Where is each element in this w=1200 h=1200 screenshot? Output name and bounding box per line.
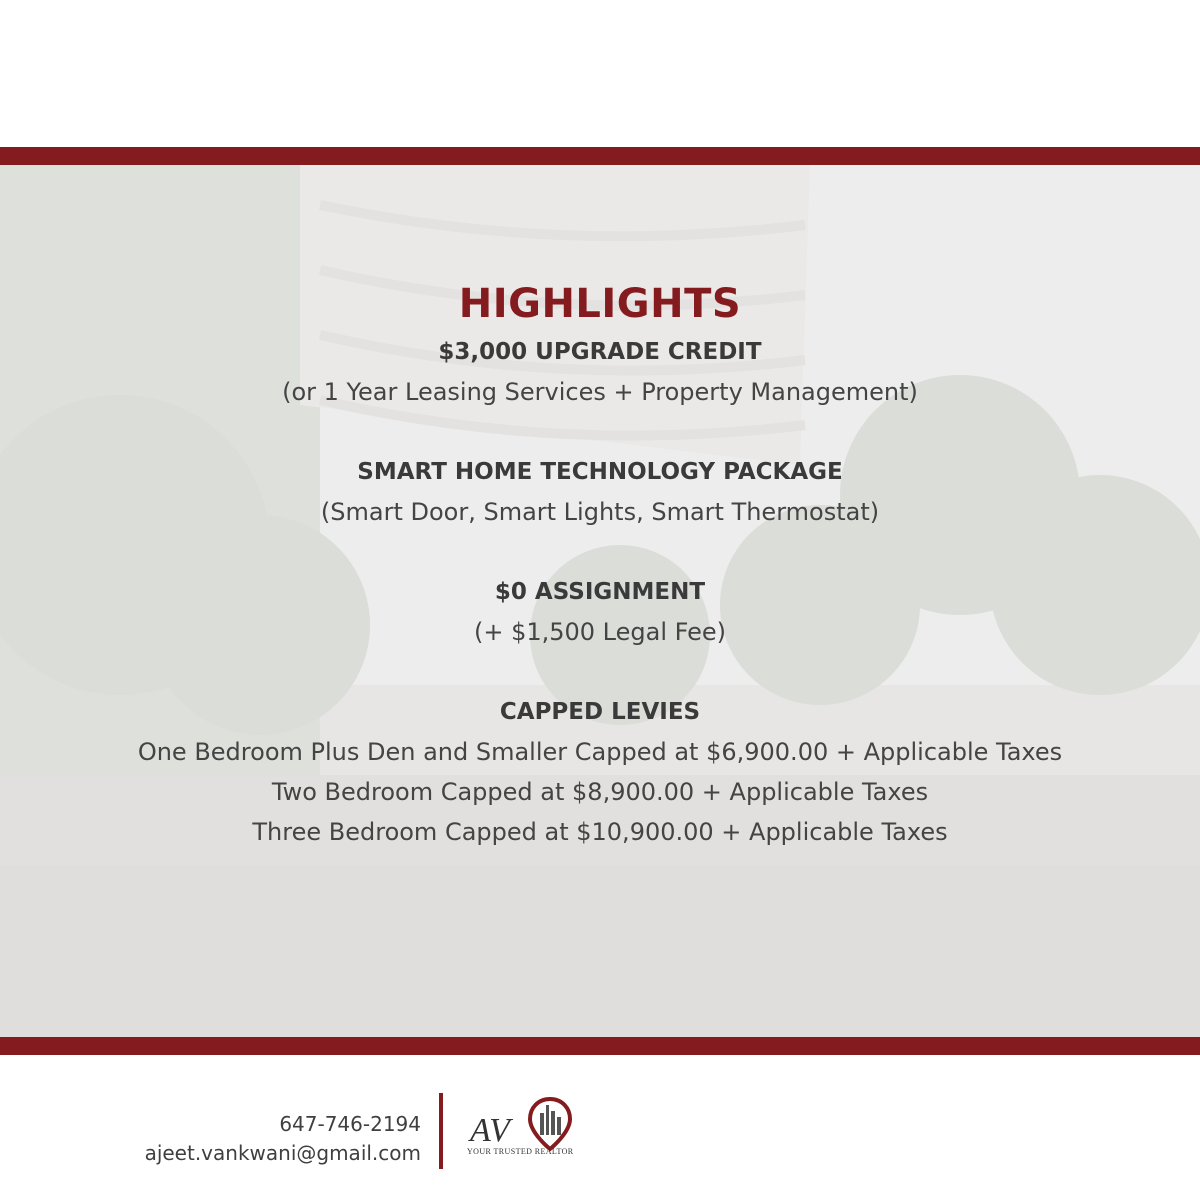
section-assignment <box>0 572 1200 652</box>
bottom-accent-band <box>0 1037 1200 1055</box>
assignment-heading: $0 ASSIGNMENT <box>494 579 706 605</box>
assignment-detail: (+ $1,500 Legal Fee) <box>473 618 727 646</box>
section-upgrade-credit <box>0 332 1200 412</box>
realtor-logo <box>462 1093 587 1173</box>
section-capped-levies <box>0 692 1200 852</box>
footer-divider <box>439 1093 443 1169</box>
levy-three-bedroom: Three Bedroom Capped at $10,900.00 + Applicable Taxes <box>252 818 948 846</box>
location-pin-icon <box>530 1099 570 1149</box>
phone-number[interactable]: 647-746-2194 <box>279 1112 421 1136</box>
capped-levies-heading: CAPPED LEVIES <box>499 699 701 725</box>
smart-home-detail: (Smart Door, Smart Lights, Smart Thermostat) <box>320 498 880 526</box>
logo-tagline: YOUR TRUSTED REALTOR <box>467 1147 574 1156</box>
highlights-title: HIGHLIGHTS <box>458 281 742 327</box>
top-accent-band <box>0 147 1200 165</box>
logo-monogram: AV <box>470 1112 510 1149</box>
skyline-icon <box>540 1105 561 1135</box>
email-address[interactable]: ajeet.vankwani@gmail.com <box>144 1141 421 1165</box>
upgrade-credit-heading: $3,000 UPGRADE CREDIT <box>438 339 762 365</box>
levy-one-bedroom: One Bedroom Plus Den and Smaller Capped at $6,900.00 + Applicable Taxes <box>137 738 1063 766</box>
section-smart-home <box>0 452 1200 532</box>
contact-info <box>145 1110 421 1168</box>
smart-home-heading: SMART HOME TECHNOLOGY PACKAGE <box>357 459 843 485</box>
levy-two-bedroom: Two Bedroom Capped at $8,900.00 + Applicable Taxes <box>271 778 929 806</box>
highlights-content <box>0 276 1200 852</box>
footer <box>0 1055 1200 1200</box>
upgrade-credit-detail: (or 1 Year Leasing Services + Property Management) <box>282 378 918 406</box>
